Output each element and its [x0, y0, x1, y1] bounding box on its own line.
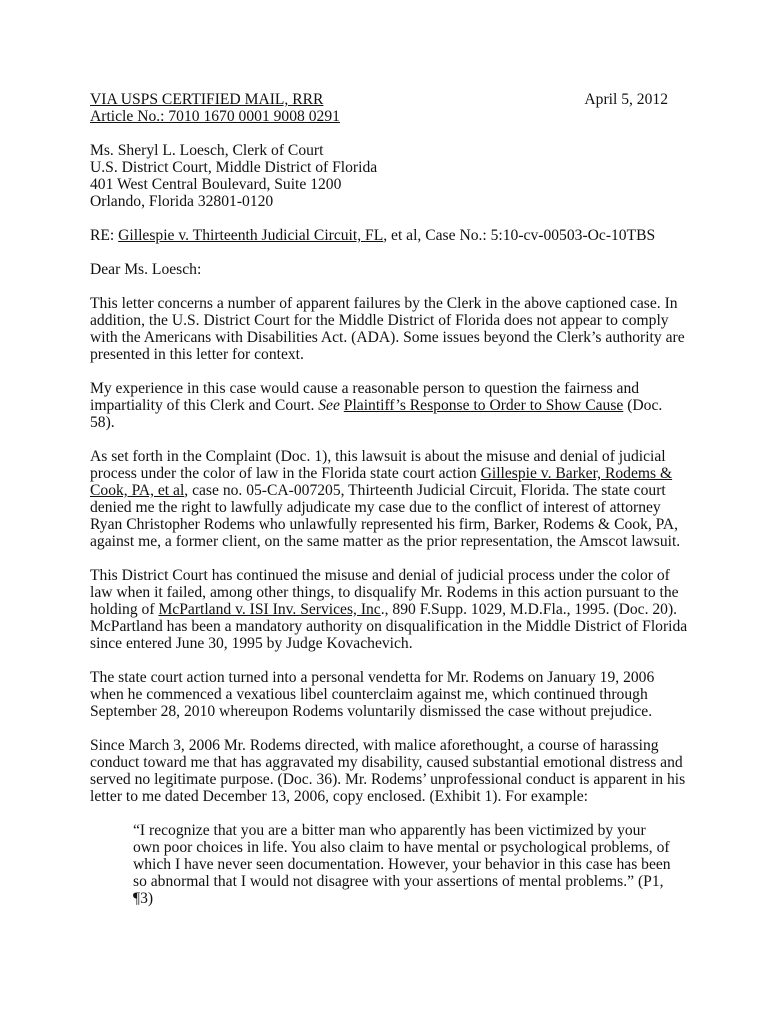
letter-body	[90, 91, 690, 907]
block-quote: “I recognize that you are a bitter man who apparently has been victimized by your own poor choices in life. You also claim to have mental or psychological problems, of which I have never seen documentation. However, your behavior in this case has been so abnormal that I would not disagree with your assertions of mental problems.” (P1, ¶3)	[133, 822, 671, 907]
recipient-line: 401 West Central Boulevard, Suite 1200	[90, 176, 342, 193]
delivery-method: VIA USPS CERTIFIED MAIL, RRR	[90, 91, 324, 108]
letter-date: April 5, 2012	[584, 91, 668, 108]
paragraph-4: This District Court has continued the misuse and denial of judicial process under the color of law when it failed, among other things, to disqualify Mr. Rodems in this action pursuant to the holding of McPartland v. ISI Inv. Services, Inc., 890 F.Supp. 1029, M.D.Fla., 1995. (Doc. 20). McPartland has been a mandatory authority on disqualification in the Middle District of Florida since entered June 30, 1995 by Judge Kovachevich.	[90, 567, 688, 652]
article-number: Article No.: 7010 1670 0001 9008 0291	[90, 108, 340, 125]
case-citation: Gillespie v. Barker, Rodems & Cook, PA, et al	[90, 465, 673, 499]
salutation: Dear Ms. Loesch:	[90, 261, 202, 278]
re-case-name: Gillespie v. Thirteenth Judicial Circuit, FL	[118, 227, 384, 244]
doc-reference-link: Plaintiff’s Response to Order to Show Cause	[343, 397, 624, 414]
re-line: RE: Gillespie v. Thirteenth Judicial Circuit, FL, et al, Case No.: 5:10-cv-00503-Oc-10TBS	[90, 227, 656, 244]
recipient-line: Ms. Sheryl L. Loesch, Clerk of Court	[90, 142, 324, 159]
paragraph-3: As set forth in the Complaint (Doc. 1), this lawsuit is about the misuse and denial of judicial process under the color of law in the Florida state court action Gillespie v. Barker, Rodems & Cook, PA, et al, case no. 05-CA-007205, Thirteenth Judicial Circuit, Florida. The state court denied me the right to lawfully adjudicate my case due to the conflict of interest of attorney Ryan Christopher Rodems who unlawfully represented his firm, Barker, Rodems & Cook, PA, against me, a former client, on the same matter as the prior representation, the Amscot lawsuit.	[90, 448, 681, 550]
paragraph-1: This letter concerns a number of apparent failures by the Clerk in the above captioned case. In addition, the U.S. District Court for the Middle District of Florida does not appear to comply with the Americans with Disabilities Act. (ADA). Some issues beyond the Clerk’s authority are presented in this letter for context.	[90, 295, 685, 363]
case-citation: McPartland v. ISI Inv. Services, Inc	[158, 601, 381, 618]
paragraph-6: Since March 3, 2006 Mr. Rodems directed, with malice aforethought, a course of harassing conduct toward me that has aggravated my disability, caused substantial emotional distress and served no legitimate purpose. (Doc. 36). Mr. Rodems’ unprofessional conduct is apparent in his letter to me dated December 13, 2006, copy enclosed. (Exhibit 1). For example:	[90, 737, 686, 805]
paragraph-2: My experience in this case would cause a reasonable person to question the fairness and impartiality of this Clerk and Court. See Plaintiff’s Response to Order to Show Cause (Doc. 58).	[90, 380, 663, 431]
recipient-line: U.S. District Court, Middle District of Florida	[90, 159, 378, 176]
letter-header	[90, 91, 690, 108]
paragraph-5: The state court action turned into a personal vendetta for Mr. Rodems on January 19, 2006 when he commenced a vexatious libel counterclaim against me, which continued through September 28, 2010 whereupon Rodems voluntarily dismissed the case without prejudice.	[90, 669, 655, 720]
recipient-line: Orlando, Florida 32801-0120	[90, 193, 274, 210]
recipient-address	[90, 142, 690, 210]
